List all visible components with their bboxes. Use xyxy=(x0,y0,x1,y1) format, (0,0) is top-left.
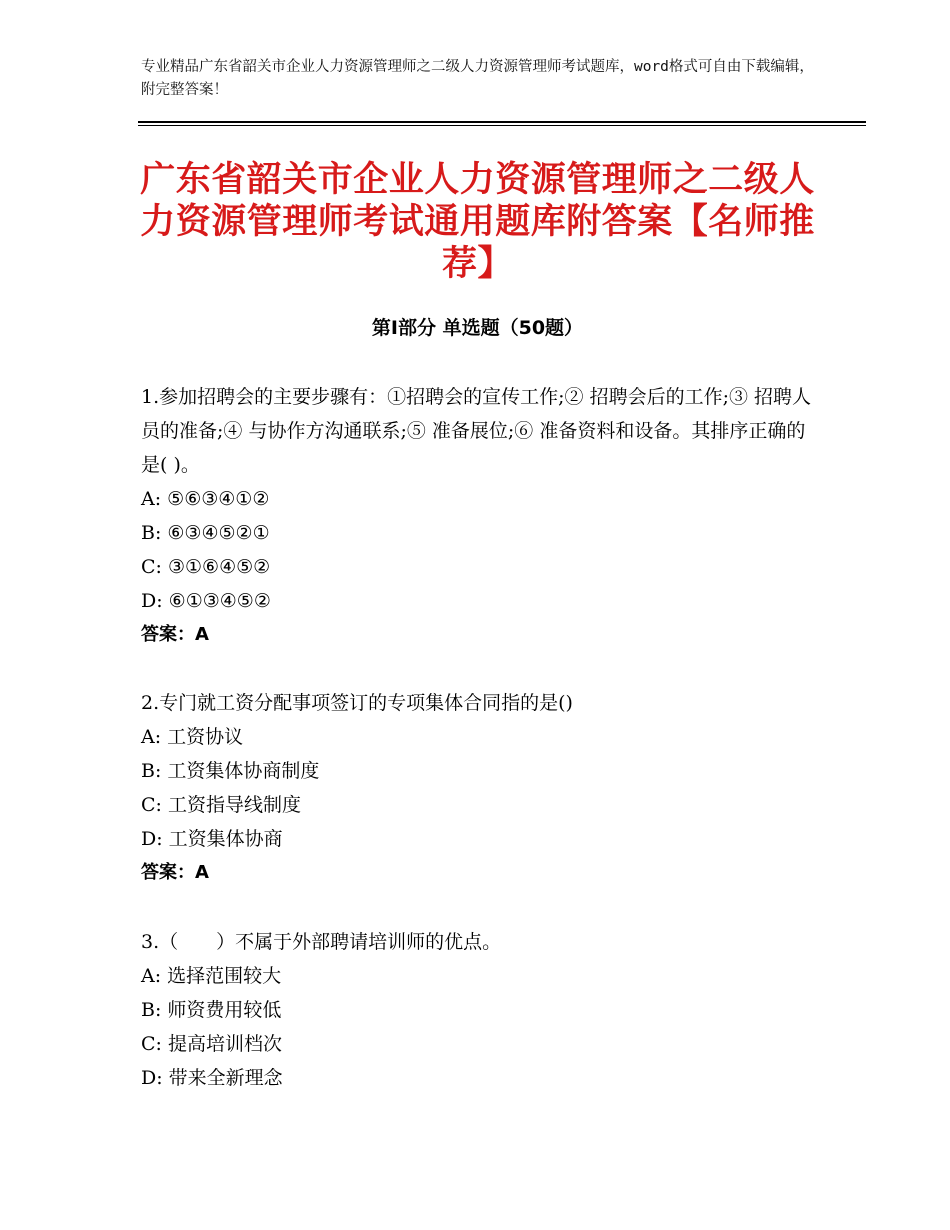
option-a: A: 选择范围较大 xyxy=(141,965,282,987)
option-b: B: 工资集体协商制度 xyxy=(141,760,320,782)
header-note: 专业精品广东省韶关市企业人力资源管理师之二级人力资源管理师考试题库，word格式可自由下载编辑，附完整答案！ xyxy=(141,59,814,98)
section-title: 第Ⅰ部分 单选题（50题） xyxy=(371,317,584,339)
option-b: B: ⑥③④⑤②① xyxy=(141,522,270,544)
option-c: C: ③①⑥④⑤② xyxy=(141,556,271,578)
option-d: D: 工资集体协商 xyxy=(141,828,283,850)
question-stem: 3.（ ）不属于外部聘请培训师的优点。 xyxy=(141,931,502,953)
question-stem: 1.参加招聘会的主要步骤有：①招聘会的宣传工作;② 招聘会后的工作;③ 招聘人员的准备;④ 与协作方沟通联系;⑤ 准备展位;⑥ 准备资料和设备。其排序正确的是( )。 xyxy=(141,386,812,476)
option-d: D: 带来全新理念 xyxy=(141,1067,283,1089)
header-divider-thick xyxy=(138,121,866,123)
question-2 xyxy=(141,686,821,890)
option-b: B: 师资费用较低 xyxy=(141,999,282,1021)
header-divider-thin xyxy=(138,125,866,126)
option-d: D: ⑥①③④⑤② xyxy=(141,590,271,612)
answer: 答案：A xyxy=(141,862,209,883)
option-a: A: 工资协议 xyxy=(141,726,244,748)
question-3 xyxy=(141,925,821,1095)
document-title: 广东省韶关市企业人力资源管理师之二级人力资源管理师考试通用题库附答案【名师推荐】 xyxy=(140,160,815,284)
answer: 答案：A xyxy=(141,624,209,645)
option-a: A: ⑤⑥③④①② xyxy=(141,488,270,510)
question-stem: 2.专门就工资分配事项签订的专项集体合同指的是() xyxy=(141,692,573,714)
option-c: C: 工资指导线制度 xyxy=(141,794,301,816)
option-c: C: 提高培训档次 xyxy=(141,1033,282,1055)
question-1 xyxy=(141,380,821,652)
